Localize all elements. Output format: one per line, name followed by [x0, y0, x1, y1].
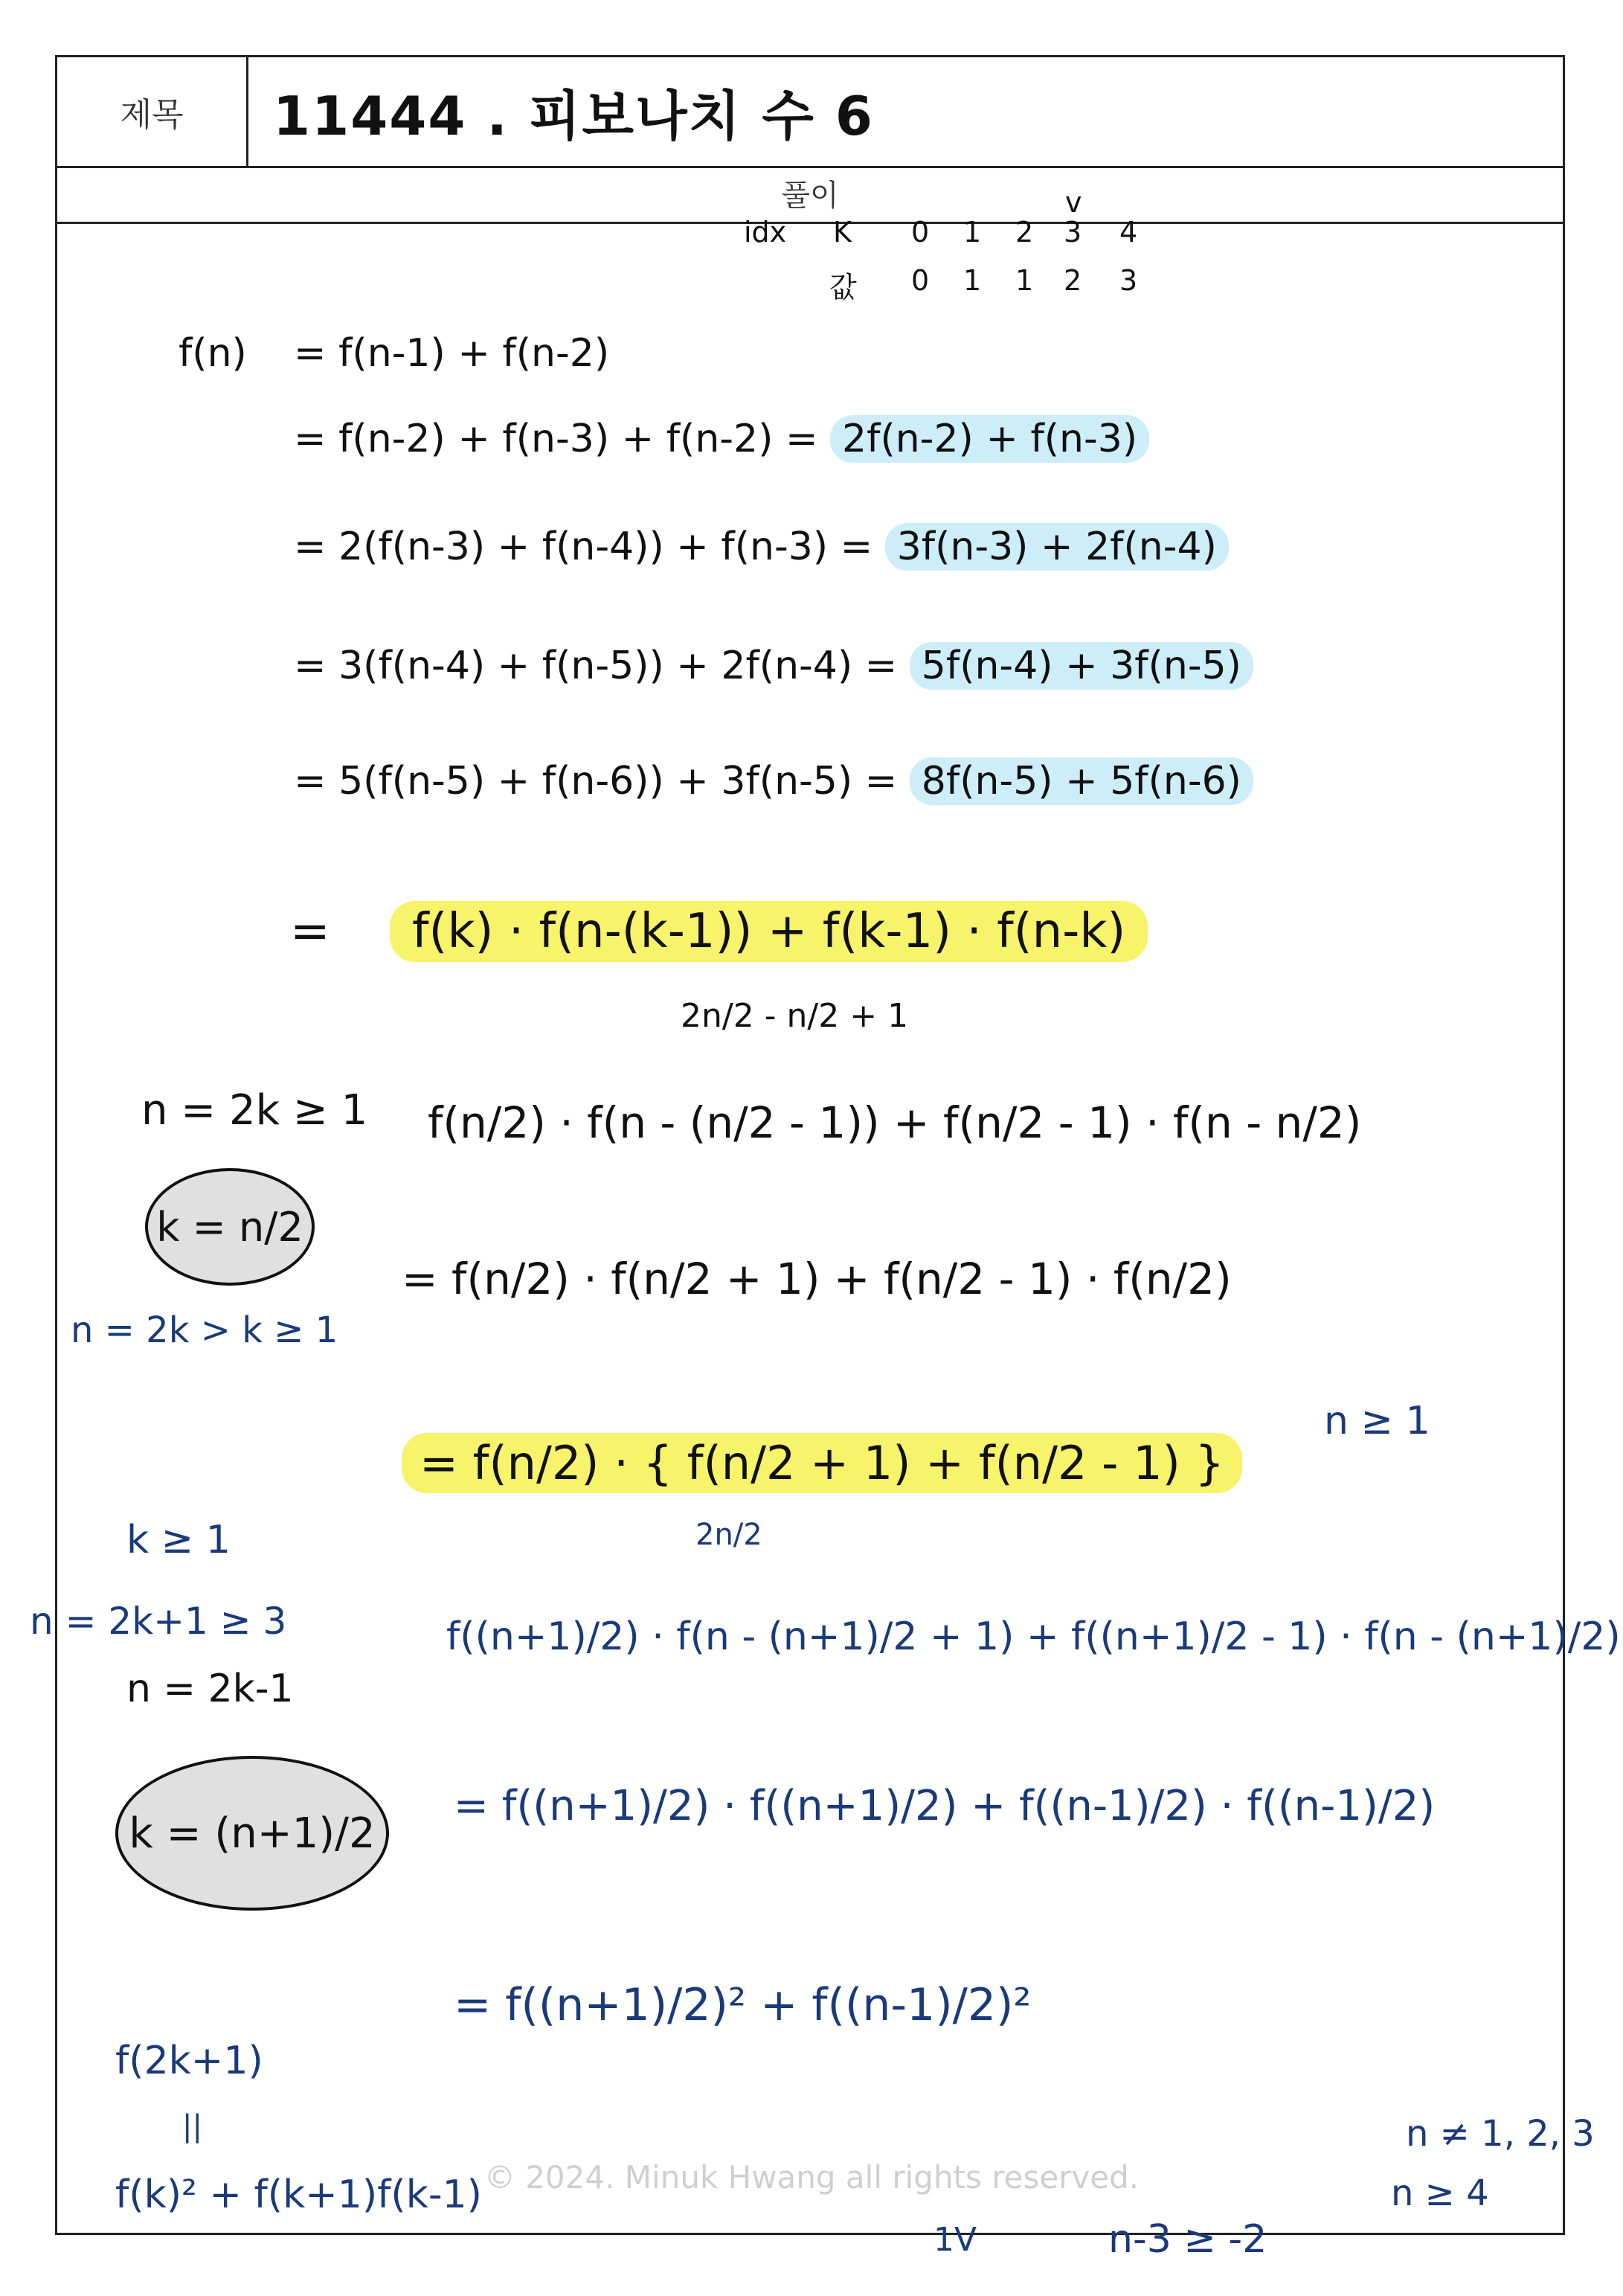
odd-condition: n = 2k+1 ≥ 3	[30, 1600, 287, 1643]
derivation-line-5	[294, 759, 1253, 804]
watermark: © 2024. Minuk Hwang all rights reserved.	[483, 2159, 1140, 2196]
odd-side-c: f(k)² + f(k+1)f(k-1)	[115, 2172, 482, 2217]
even-condition: n = 2k ≥ 1	[141, 1086, 368, 1135]
highlight-blue: 5f(n-4) + 3f(n-5)	[910, 642, 1253, 690]
derivation-text: = 2(f(n-3) + f(n-4)) + f(n-3) =	[294, 525, 873, 569]
even-step-3	[402, 1436, 1242, 1490]
derivation-line-3	[294, 525, 1229, 569]
even-step-1: f(n/2) · f(n - (n/2 - 1)) + f(n/2 - 1) · f(n - n/2)	[428, 1097, 1362, 1148]
odd-k-text: k = (n+1)/2	[129, 1809, 376, 1858]
value-cell: 1	[1015, 264, 1034, 297]
index-cell: 0	[911, 216, 930, 248]
odd-condition-alt: n = 2k-1	[126, 1667, 294, 1711]
value-cell: 3	[1119, 264, 1138, 297]
idx-label: idx	[744, 216, 787, 248]
derivation-line-1-rhs: = f(n-1) + f(n-2)	[294, 331, 610, 376]
odd-step-2: = f((n+1)/2) · f((n+1)/2) + f((n-1)/2) · f((n-1)/2)	[454, 1782, 1436, 1830]
highlight-blue: 3f(n-3) + 2f(n-4)	[885, 523, 1229, 571]
odd-corner-b: n ≥ 4	[1391, 2172, 1489, 2214]
odd-step-1: f((n+1)/2) · f(n - (n+1)/2 + 1) + f((n+1)/2 - 1) · f(n - (n+1)/2)	[446, 1614, 1621, 1659]
title-label: 제목	[57, 57, 248, 166]
odd-step-3: = f((n+1)/2)² + f((n-1)/2)²	[454, 1979, 1032, 2031]
index-marker: v	[1065, 186, 1082, 219]
derivation-line-4	[294, 644, 1253, 688]
index-cell: 3	[1064, 216, 1082, 248]
even-k-definition	[145, 1168, 315, 1286]
even-k-text: k = n/2	[156, 1203, 303, 1251]
title-row	[57, 57, 1563, 168]
derivation-line-6	[290, 904, 1148, 959]
page-title: 11444 . 피보나치 수 6	[273, 85, 874, 147]
odd-k-condition: k ≥ 1	[126, 1518, 231, 1562]
odd-note-2n: 2n/2	[695, 1518, 762, 1552]
k-label: K	[833, 216, 852, 248]
derivation-text: = f(n-2) + f(n-3) + f(n-2) =	[294, 417, 818, 461]
derivation-line-1-lhs: f(n)	[179, 331, 247, 376]
even-condition-2: n = 2k > k ≥ 1	[71, 1309, 338, 1351]
odd-bottom-a: 1V	[933, 2221, 977, 2259]
index-cell: 4	[1119, 216, 1138, 248]
value-cell: 0	[911, 264, 930, 297]
derivation-line-2	[294, 417, 1149, 461]
value-cell: 1	[963, 264, 982, 297]
derivation-text: = 3(f(n-4) + f(n-5)) + 2f(n-4) =	[294, 644, 898, 688]
even-side-note: n ≥ 1	[1324, 1399, 1430, 1443]
odd-k-definition	[115, 1756, 389, 1911]
odd-side-a: f(2k+1)	[115, 2039, 263, 2083]
highlight-blue: 8f(n-5) + 5f(n-6)	[910, 757, 1253, 805]
even-step-2: = f(n/2) · f(n/2 + 1) + f(n/2 - 1) · f(n/2)	[402, 1254, 1232, 1304]
odd-bottom-b: n-3 ≥ -2	[1108, 2217, 1267, 2262]
index-cell: 2	[1015, 216, 1034, 248]
derivation-eq: =	[290, 904, 330, 959]
even-note-top: 2n/2 - n/2 + 1	[681, 997, 909, 1035]
odd-side-b: ||	[182, 2109, 202, 2143]
highlight-yellow: = f(n/2) · { f(n/2 + 1) + f(n/2 - 1) }	[402, 1433, 1242, 1493]
value-cell: 2	[1064, 264, 1082, 297]
index-cell: 1	[963, 216, 982, 248]
highlight-blue: 2f(n-2) + f(n-3)	[830, 415, 1149, 463]
value-label: 값	[829, 271, 857, 304]
derivation-text: = 5(f(n-5) + f(n-6)) + 3f(n-5) =	[294, 759, 898, 804]
odd-corner-a: n ≠ 1, 2, 3	[1406, 2113, 1595, 2155]
section-header: 풀이	[57, 166, 1563, 224]
highlight-yellow: f(k) · f(n-(k-1)) + f(k-1) · f(n-k)	[390, 901, 1148, 962]
